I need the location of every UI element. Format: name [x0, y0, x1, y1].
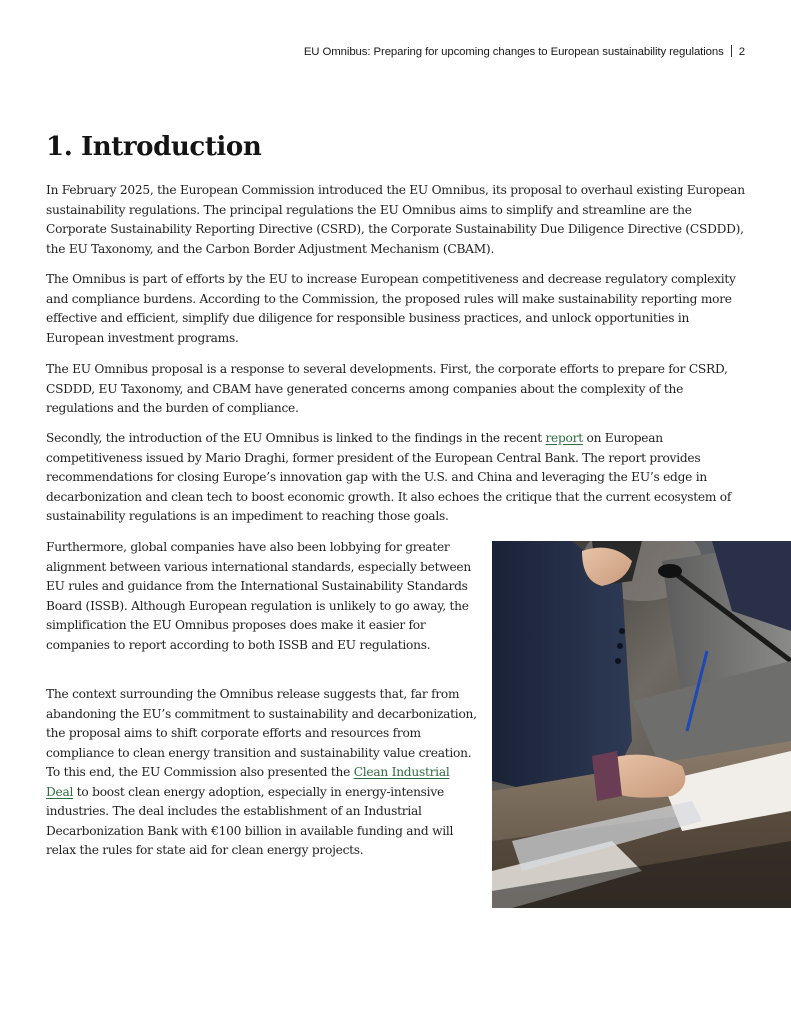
paragraph-6-lead: The context surrounding the Omnibus release suggests that, far from abandoning the EU’s commitment to sustainability and decarbonization, the proposal aims to shift corporate efforts and resources from compliance to clean energy transition and sustainability value creation. To this end, the EU Commission also presented the: [46, 687, 477, 779]
paragraph-3: [46, 360, 746, 419]
section-heading: 1. Introduction: [46, 132, 262, 162]
paragraph-2-text: The Omnibus is part of efforts by the EU to increase European competitiveness and decrease regulatory complexity and compliance burdens. According to the Commission, the proposed rules will make sustainability reporting more effective and efficient, simplify due diligence for responsible business practices, and unlock opportunities in European investment programs.: [46, 272, 736, 345]
paragraph-4-lead: Secondly, the introduction of the EU Omnibus is linked to the findings in the recent: [46, 431, 546, 445]
paragraph-4-rest: on European competitiveness issued by Mario Draghi, former president of the European Central Bank. The report provides recommendations for closing Europe’s innovation gap with the U.S. and China and leveraging the EU’s edge in decarbonization and clean tech to boost economic growth. It also echoes the critique that the current ecosystem of sustainability regulations is an impediment to reaching those goals.: [46, 431, 732, 523]
page-number: 2: [738, 46, 745, 58]
header-divider: [731, 45, 732, 57]
conference-photo: [492, 541, 791, 908]
paragraph-1: [46, 181, 746, 259]
clean-industrial-deal-link[interactable]: Clean Industrial Deal: [46, 765, 450, 799]
conference-photo-illustration: [492, 541, 791, 908]
report-link[interactable]: report: [545, 431, 583, 445]
paragraph-6: [46, 685, 480, 861]
paragraph-6-text: [46, 685, 480, 861]
paragraph-4: [46, 429, 746, 527]
paragraph-6-rest: to boost clean energy adoption, especially in energy-intensive industries. The deal includes the establishment of an Industrial Decarbonization Bank with €100 billion in available funding and will relax the rules for state aid for clean energy projects.: [46, 784, 454, 857]
paragraph-1-text: In February 2025, the European Commission introduced the EU Omnibus, its proposal to overhaul existing European sustainability regulations. The principal regulations the EU Omnibus aims to simplify and streamline are the Corporate Sustainability Reporting Directive (CSRD), the Corporate Sustainability Due Diligence Directive (CSDDD), the EU Taxonomy, and the Carbon Border Adjustment Mechanism (CBAM).: [46, 183, 745, 256]
paragraph-5: [46, 538, 480, 655]
paragraph-3-text: The EU Omnibus proposal is a response to several developments. First, the corporate efforts to prepare for CSRD, CSDDD, EU Taxonomy, and CBAM have generated concerns among companies about the complexity of the regulations and the burden of compliance.: [46, 362, 728, 415]
running-header: [304, 45, 745, 58]
paragraph-2: [46, 270, 746, 348]
paragraph-4-text: [46, 429, 746, 527]
paragraph-5-text: Furthermore, global companies have also been lobbying for greater alignment between various international standards, especially between EU rules and guidance from the International Sustainability Standards Board (ISSB). Although European regulation is unlikely to go away, the simplification the EU Omnibus proposes does make it easier for companies to report according to both ISSB and EU regulations.: [46, 540, 471, 652]
header-title: EU Omnibus: Preparing for upcoming changes to European sustainability regulations: [303, 46, 724, 58]
